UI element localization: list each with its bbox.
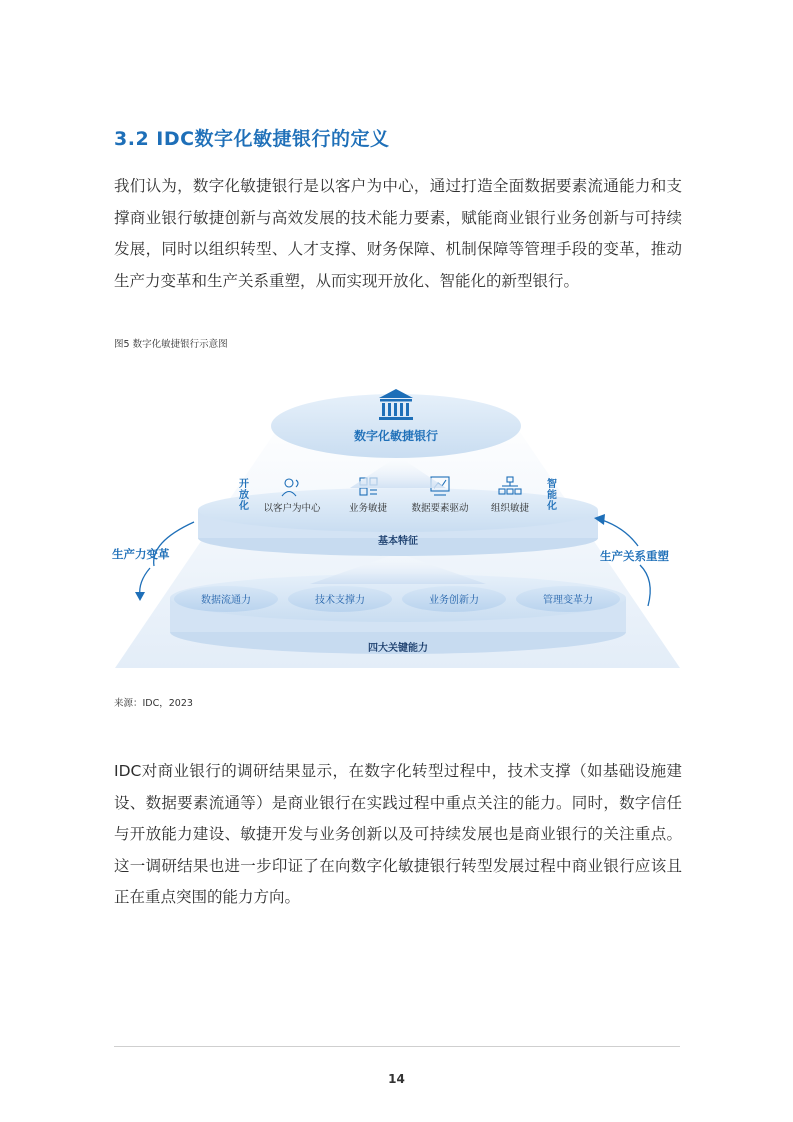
intelligent-side-char: 能 <box>547 490 557 501</box>
feature-label: 数据要素驱动 <box>411 503 469 514</box>
survey-paragraph: IDC对商业银行的调研结果显示，在数字化转型过程中，技术支撑（如基础设施建设、数据要素流通等）是商业银行在实践过程中重点关注的能力。同时，数字信任与开放能力建设、敏捷开发与业务创新以及可持续发展也是商业银行的关注重点。这一调研结果也进一步印证了在向数字化敏捷银行转型发展过程中商业银行应该且正在重点突围的能力方向。 <box>114 762 682 906</box>
diagram-svg <box>110 370 685 670</box>
right-cycle-arc-top <box>602 520 638 546</box>
feature-label: 以客户为中心 <box>263 503 321 514</box>
intelligent-side-char: 化 <box>547 501 557 512</box>
figure-caption: 图5 数字化敏捷银行示意图 <box>114 339 228 350</box>
open-side-char: 化 <box>239 501 249 512</box>
definition-paragraph: 我们认为，数字化敏捷银行是以客户为中心，通过打造全面数据要素流通能力和支撑商业银行敏捷创新与高效发展的技术能力要素，赋能商业银行业务创新与可持续发展，同时以组织转型、人才支撑、财务保障、机制保障等管理手段的变革，推动生产力变革和生产关系重塑，从而实现开放化、智能化的新型银行。 <box>114 177 682 290</box>
page-number: 14 <box>388 1072 405 1086</box>
section-title: 3.2 IDC数字化敏捷银行的定义 <box>114 128 390 150</box>
left-cycle-arrowhead <box>135 592 145 601</box>
left-cycle-label: 生产力变革 <box>112 547 170 561</box>
open-side-char: 开 <box>239 479 249 490</box>
capability-label: 数据流通力 <box>201 595 251 606</box>
feature-label: 组织敏捷 <box>490 503 530 514</box>
footer-divider <box>114 1046 680 1047</box>
feature-label: 业务敏捷 <box>348 503 388 514</box>
bank-icon <box>379 389 413 420</box>
capability-label: 业务创新力 <box>429 595 479 606</box>
middle-base-label: 基本特征 <box>378 536 418 547</box>
source-note: 来源：IDC，2023 <box>114 698 193 709</box>
top-label: 数字化敏捷银行 <box>353 429 439 443</box>
intelligent-side-char: 智 <box>547 479 557 490</box>
middle-disk-top <box>198 488 598 532</box>
right-cycle-arc-bottom <box>640 565 650 606</box>
right-cycle-label: 生产关系重塑 <box>600 549 669 563</box>
digital-agile-bank-diagram <box>110 370 685 674</box>
open-side-char: 放 <box>239 490 249 501</box>
bottom-base-label: 四大关键能力 <box>368 643 428 654</box>
capability-label: 技术支撑力 <box>315 595 365 606</box>
capability-label: 管理变革力 <box>543 595 593 606</box>
left-cycle-arc-bottom <box>140 568 150 596</box>
